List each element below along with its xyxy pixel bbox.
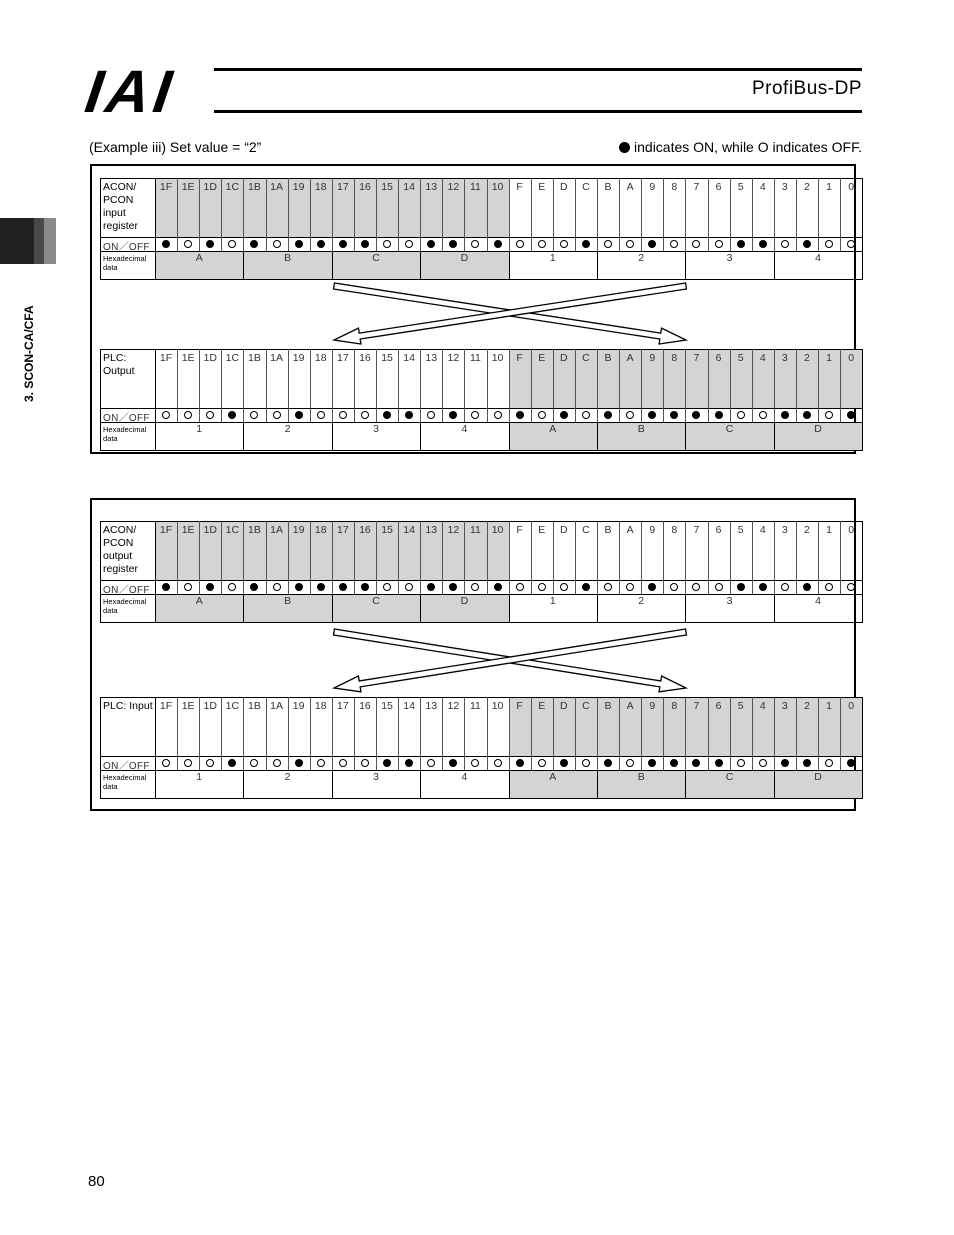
panel2-top-hex-value: D [460,595,469,607]
panel2-top-hex-value: 3 [726,595,733,607]
panel1-top-hex-value: C [372,252,380,264]
panel2-bottom-hex-label: Hexadecimal data [103,773,147,791]
panel1-top-bit-label: 1 [826,181,832,193]
panel1-top-bit-label: 2 [804,181,810,193]
panel1-top-bit-label: 1D [203,181,217,193]
panel2-bottom-hex-value: 2 [284,771,291,783]
panel1-top-hex-value: 3 [726,252,733,264]
panel2-top-bit-label: 3 [781,524,788,536]
panel1-top-bit-label: 1B [248,181,261,193]
panel2-top-onoff-label: ON／OFF [103,585,150,596]
panel2-bottom-bit-label: E [538,700,546,712]
panel1-top-bit-label: 6 [715,181,722,193]
panel1-bottom-bit-label: D [560,352,568,364]
panel2-bottom-bit-label: 1B [248,700,261,712]
panel2-bottom-bit-label: B [604,700,612,712]
panel2-top-bit-label: 1 [826,524,832,536]
panel1-top-bit-label: 7 [693,181,700,193]
panel1-top-hex-label: Hexadecimal data [103,254,147,272]
panel2-top-hex-value: A [195,595,203,607]
panel1-bottom-hex-value: 3 [373,423,379,435]
panel1-top-onoff-label: ON／OFF [103,242,150,253]
panel2-top-hex-label: Hexadecimal data [103,597,147,615]
panel2-bottom-bit-label: 18 [314,700,327,712]
panel1-top-bit-label: A [626,181,634,193]
panel2-top-bit-label: 17 [337,524,349,536]
panel1-top-bit-label: 14 [403,181,415,193]
panel1-bottom-bit-label: F [516,352,523,364]
panel1-bottom-bit-label: 1D [203,352,217,364]
panel2-top-bit-label: F [516,524,523,536]
panel1-top-bit-label: 8 [671,181,678,193]
panel1-bottom-bit-label: E [538,352,546,364]
panel1-top-bit-label: E [538,181,546,193]
legend-text: indicates ON, while O indicates OFF. [634,139,862,155]
panel2-bottom-hex-value: A [549,771,557,783]
panel2-top-bit-label: 1E [181,524,195,536]
panel1-top-bit-label: 5 [737,181,744,193]
panel2-bottom-bit-label: 0 [848,700,855,712]
page-number: 80 [88,1173,105,1190]
panel1-top-bit-label: 1E [181,181,195,193]
panel1-top-bit-label: 1A [270,181,283,193]
panel1-bottom-bit-label: 7 [693,352,700,364]
panel1-bottom-bit-label: 1A [270,352,283,364]
panel2-top-row-label: ACON/ PCON output register [103,524,139,575]
panel1-bottom-bit-label: 17 [337,352,349,364]
panel2-bottom-bit-label: 19 [292,700,305,712]
panel1-bottom-bit-label: 2 [804,352,810,364]
panel2-bottom-bit-label: 9 [649,700,656,712]
panel2-bottom-hex-value: B [637,771,645,783]
panel1-top-hex-value: 4 [815,252,821,264]
panel1-top-bit-label: 3 [781,181,788,193]
panel2-top-bit-label: 0 [848,524,855,536]
panel2-top-bit-label: 15 [381,524,393,536]
panel1-top-hex-value: 1 [549,252,556,264]
panel1-bottom-bit-label: 14 [403,352,415,364]
panel2-bottom-bit-label: 1 [826,700,832,712]
panel2-bottom-bit-label: D [560,700,568,712]
panel1-bottom-hex-value: B [637,423,645,435]
panel1-top-bit-label: 18 [314,181,327,193]
panel1-bottom-bit-label: 8 [671,352,678,364]
panel1-bottom-hex-label: Hexadecimal data [103,425,147,443]
panel2-top-bit-label: A [626,524,634,536]
panel1-bottom-bit-label: 18 [314,352,327,364]
panel2-bottom-bit-label: 7 [693,700,700,712]
chapter-side-label: 3. SCON-CA/CFA [22,305,36,402]
panel1-top-hex-value: D [460,252,469,264]
panel1-bottom-bit-label: 19 [292,352,305,364]
panel2-bottom-bit-label: 12 [447,700,460,712]
panel2-top-hex-value: B [284,595,292,607]
panel2-top-bit-label: 8 [671,524,678,536]
panel2-bottom-bit-label: C [582,700,590,712]
panel2-top-bit-label: B [604,524,612,536]
panel1-bottom-hex-value: 2 [284,423,291,435]
panel1-top-bit-label: 13 [425,181,438,193]
panel2-top-bit-label: E [538,524,546,536]
panel2-bottom-row-label: PLC: Input [103,700,153,712]
panel2-bottom-bit-label: 14 [403,700,415,712]
panel2-bottom-bit-label: 1D [203,700,217,712]
panel2-top-bit-label: 16 [359,524,371,536]
panel2-bottom-hex-value: 1 [196,771,203,783]
panel2-bottom-hex-value: C [725,771,734,783]
panel2-bottom-bit-label: F [516,700,523,712]
panel1-bottom-bit-label: B [604,352,612,364]
panel2-top-bit-label: 2 [804,524,810,536]
panel2-bottom-bit-label: 15 [381,700,393,712]
panel2-bottom-bit-label: 3 [781,700,788,712]
panel1-bottom-bit-label: C [582,352,590,364]
panel1-bottom-hex-value: C [725,423,734,435]
panel2-top-bit-label: 13 [425,524,438,536]
panel2-bottom-bit-label: 1F [159,700,173,712]
panel1-top-bit-label: 4 [759,181,766,193]
panel1-bottom-bit-label: 1F [159,352,173,364]
panel1-bottom-bit-label: 13 [425,352,438,364]
panel1-top-bit-label: 15 [381,181,393,193]
panel1-top-hex-value: 2 [638,252,645,264]
panel2-top-hex-value: 1 [549,595,556,607]
panel1-bottom-bit-label: 11 [469,352,481,364]
panel2-top-bit-label: 1C [225,524,240,536]
panel1-bottom-bit-label: 4 [759,352,766,364]
panel2-bottom-bit-label: 2 [804,700,810,712]
panel1-top-bit-label: C [582,181,590,193]
panel1-bottom-hex-value: 1 [196,423,203,435]
panel1-top-hex-value: B [284,252,292,264]
panel1-top-bit-label: B [604,181,612,193]
panel1-bottom-bit-label: 5 [737,352,744,364]
panel2-bottom-hex-value: 3 [373,771,379,783]
panel2-bottom-bit-label: 1A [270,700,283,712]
panel2-bottom-hex-value: D [814,771,822,783]
panel1-bottom-hex-value: 4 [461,423,468,435]
panel2-bottom-bit-label: 13 [425,700,438,712]
panel1-bottom-bit-label: 1B [248,352,261,364]
panel2-top-bit-label: 14 [403,524,415,536]
panel2-top-bit-label: C [582,524,590,536]
panel1-top-bit-label: 16 [359,181,371,193]
panel2-bottom-bit-label: 17 [337,700,349,712]
panel2-top-bit-label: 1D [203,524,217,536]
panel2-bottom-bit-label: 8 [671,700,678,712]
panel2-bottom-bit-label: 16 [359,700,371,712]
panel2-bottom-bit-label: 5 [737,700,744,712]
iai-logo: IAI [81,58,180,125]
panel1-bottom-bit-label: 1E [181,352,195,364]
panel2-top-bit-label: 11 [469,524,481,536]
panel1-bottom-bit-label: 1C [225,352,240,364]
panel1-bottom-bit-label: 15 [381,352,393,364]
panel1-bottom-bit-label: 16 [359,352,371,364]
panel1-bottom-bit-label: 3 [781,352,788,364]
panel1-top-row-label: ACON/ PCON input register [103,181,139,232]
panel1-bottom-bit-label: 1 [826,352,832,364]
panel2-top-hex-value: C [372,595,380,607]
panel2-top-bit-label: 4 [759,524,766,536]
panel2-top-bit-label: 9 [649,524,656,536]
header-title: ProfiBus-DP [751,78,862,99]
panel1-top-bit-label: D [560,181,568,193]
panel2-bottom-bit-label: A [626,700,634,712]
panel1-top-bit-label: 11 [469,181,481,193]
panel2-top-bit-label: 18 [314,524,327,536]
panel1-bottom-onoff-label: ON／OFF [103,413,150,424]
panel1-top-bit-label: 9 [649,181,656,193]
panel2-top-bit-label: 6 [715,524,722,536]
panel2-top-bit-label: 12 [447,524,460,536]
panel2-top-bit-label: D [560,524,568,536]
panel2-bottom-bit-label: 10 [491,700,504,712]
panel1-top-bit-label: 12 [447,181,460,193]
panel1-top-bit-label: 19 [292,181,305,193]
panel1-top-bit-label: 17 [337,181,349,193]
panel1-bottom-bit-label: A [626,352,634,364]
panel2-top-bit-label: 1A [270,524,283,536]
panel1-top-bit-label: F [516,181,523,193]
panel2-bottom-bit-label: 11 [469,700,481,712]
panel2-top-bit-label: 7 [693,524,700,536]
panel2-bottom-bit-label: 1C [225,700,240,712]
panel1-bottom-row-label: PLC: Output [103,352,135,377]
panel1-top-hex-value: A [195,252,203,264]
panel1-bottom-bit-label: 6 [715,352,722,364]
panel1-bottom-bit-label: 0 [848,352,855,364]
panel2-bottom-hex-value: 4 [461,771,468,783]
panel1-bottom-bit-label: 12 [447,352,460,364]
panel1-bottom-bit-label: 10 [491,352,504,364]
panel1-top-bit-label: 0 [848,181,855,193]
panel2-bottom-bit-label: 1E [181,700,195,712]
panel1-bottom-bit-label: 9 [649,352,656,364]
panel1-top-bit-label: 1C [225,181,240,193]
panel1-bottom-hex-value: A [549,423,557,435]
panel2-bottom-onoff-label: ON／OFF [103,761,150,772]
panel1-bottom-hex-value: D [814,423,822,435]
panel2-top-bit-label: 5 [737,524,744,536]
panel2-top-bit-label: 1B [248,524,261,536]
panel2-bottom-bit-label: 4 [759,700,766,712]
example-caption: (Example iii) Set value = “2” [89,139,262,155]
panel2-top-bit-label: 19 [292,524,305,536]
panel2-top-bit-label: 1F [159,524,173,536]
panel2-top-bit-label: 10 [491,524,504,536]
panel2-top-hex-value: 4 [815,595,821,607]
panel1-top-bit-label: 10 [491,181,504,193]
panel2-top-hex-value: 2 [638,595,645,607]
panel2-bottom-bit-label: 6 [715,700,722,712]
panel1-top-bit-label: 1F [159,181,173,193]
